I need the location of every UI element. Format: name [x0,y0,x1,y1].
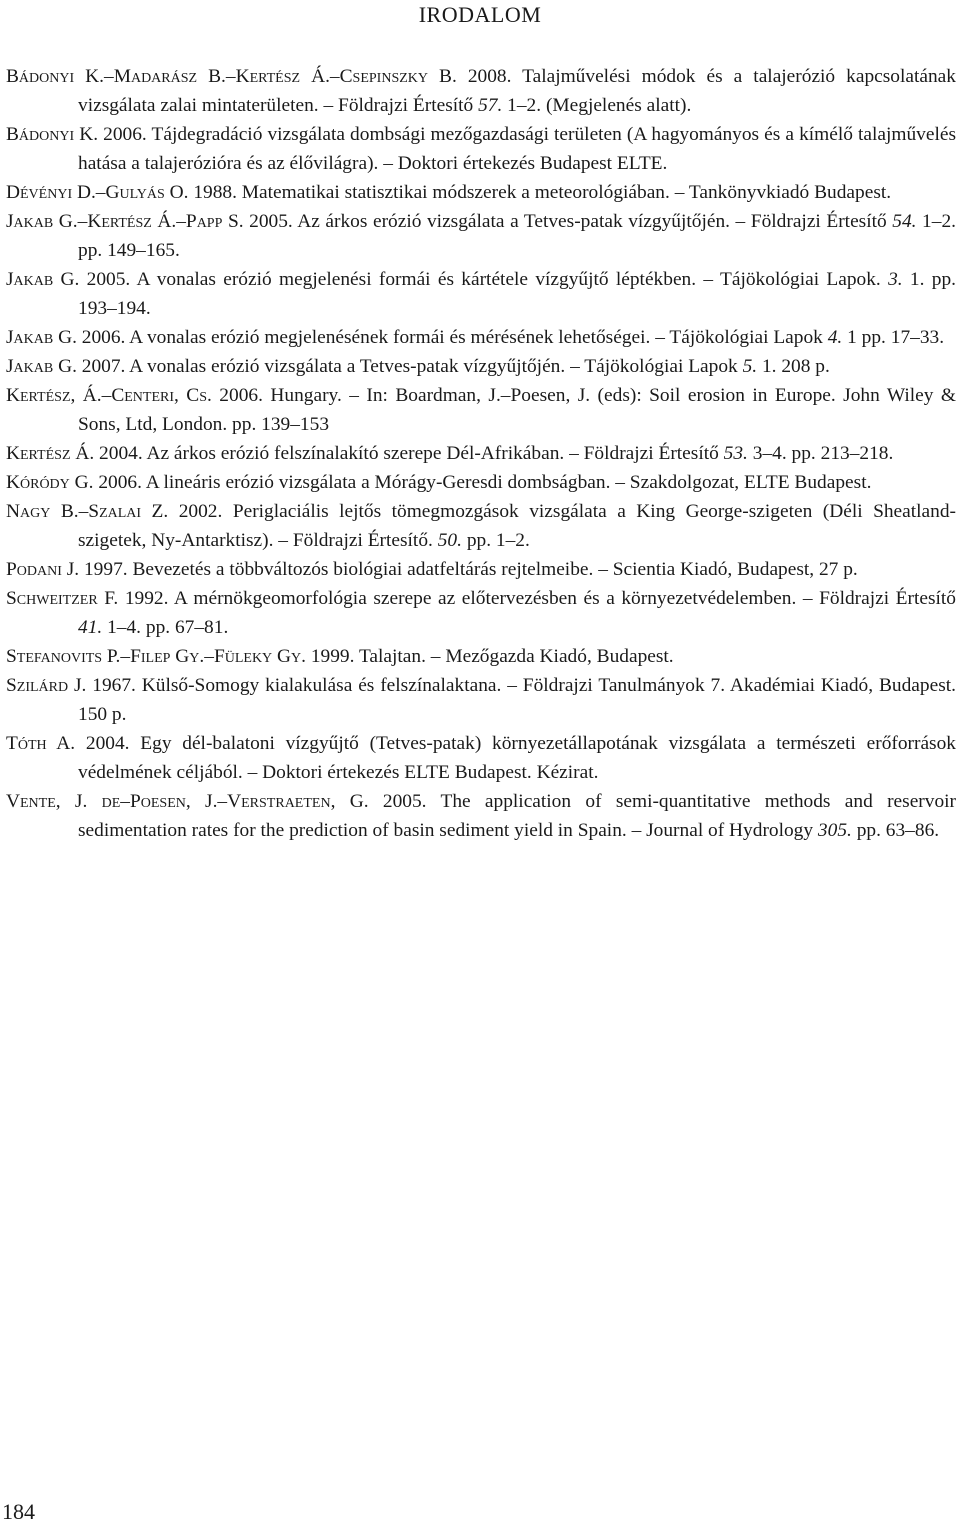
reference-tail: 1–4. pp. 67–81. [102,617,229,638]
reference-text: 2005. A vonalas erózió megjelenési formái és kártétele vízgyűjtő léptékben. – Tájökológiai Lapok. [79,269,889,290]
reference-volume: 3. [888,269,903,290]
reference-entry [6,468,956,497]
reference-text: 2005. Az árkos erózió vizsgálata a Tetves-patak vízgyűjtőjén. – Földrajzi Értesítő [243,211,893,232]
reference-authors: Szilárd J. [6,675,87,696]
reference-entry [6,497,956,555]
reference-text: 2007. A vonalas erózió vizsgálata a Tetves-patak vízgyűjtőjén. – Tájökológiai Lapok [76,356,743,377]
reference-tail: 1. 208 p. [757,356,830,377]
reference-authors: Kertész Á. [6,443,95,464]
reference-tail: 1 pp. 17–33. [842,327,945,348]
reference-entry [6,178,956,207]
reference-entry [6,120,956,178]
reference-tail: pp. 1–2. [461,530,530,551]
reference-entry [6,439,956,468]
reference-text: 1988. Matematikai statisztikai módszerek a meteorológiában. – Tankönyvkiadó Budapest. [188,182,892,203]
reference-text: 2002. Periglaciális lejtős tömegmozgások vizsgálata a King George-szigeten (Déli Sheatland-szigetek, Ny-Antarktisz). – Földrajzi Értesítő. [78,501,956,551]
page-number: 184 [2,1499,35,1524]
reference-tail: 1–2. pp. 149–165. [78,211,956,261]
reference-authors: Bádonyi K. [6,124,99,145]
reference-authors: Podani J. [6,559,80,580]
reference-tail: 3–4. pp. 213–218. [747,443,894,464]
reference-volume: 4. [827,327,843,348]
reference-authors: Jakab G. [6,269,80,290]
reference-authors: Jakab G. [6,356,77,377]
reference-authors: Kertész, Á.–Centeri, Cs. [6,385,212,406]
reference-volume: 41. [78,617,103,638]
reference-entry [6,787,956,845]
reference-entry [6,62,956,120]
reference-text: 2006. Hungary. – In: Boardman, J.–Poesen, J. (eds): Soil erosion in Europe. John Wiley & Sons, Ltd, London. pp. 139–153 [78,385,956,435]
reference-text: 2006. A vonalas erózió megjelenésének formái és mérésének lehetőségei. – Tájökológiai Lapok [76,327,828,348]
reference-entry [6,642,956,671]
reference-authors: Jakab G. [6,327,77,348]
reference-volume: 57. [478,95,503,116]
reference-text: 2008. Talajművelési módok és a talajerózió kapcsolatának vizsgálata zalai mintaterületen. – Földrajzi Értesítő [78,66,956,116]
reference-list [6,62,956,845]
reference-authors: Nagy B.–Szalai Z. [6,501,169,522]
reference-text: 1999. Talajtan. – Mezőgazda Kiadó, Budapest. [305,646,674,667]
reference-authors: Jakab G.–Kertész Á.–Papp S. [6,211,244,232]
reference-tail: 1–2. (Megjelenés alatt). [502,95,692,116]
reference-authors: Kóródy G. [6,472,94,493]
reference-text: 2006. Tájdegradáció vizsgálata dombsági mezőgazdasági területen (A hagyományos és a kímélő talajművelés hatása a talajerózióra és az élővilágra). – Doktori értekezés Budapest ELTE. [78,124,956,174]
reference-entry [6,555,956,584]
reference-entry [6,352,956,381]
reference-tail: pp. 63–86. [851,820,940,841]
reference-volume: 305. [817,820,852,841]
reference-authors: Bádonyi K.–Madarász B.–Kertész Á.–Csepinszky B. [6,66,457,87]
reference-text: 2004. Egy dél-balatoni vízgyűjtő (Tetves-patak) környezetállapotának vizsgálata a természeti erőforrások védelmének céljából. – Doktori értekezés ELTE Budapest. Kézirat. [75,733,956,783]
reference-authors: Vente, J. de–Poesen, J.–Verstraeten, G. [6,791,369,812]
reference-entry [6,671,956,729]
reference-entry [6,584,956,642]
reference-text: 1997. Bevezetés a többváltozós biológiai adatfeltárás rejtelmeibe. – Scientia Kiadó, Budapest, 27 p. [79,559,858,580]
reference-entry [6,265,956,323]
reference-volume: 53. [723,443,748,464]
reference-authors: Schweitzer F. [6,588,119,609]
reference-volume: 5. [742,356,758,377]
reference-entry [6,381,956,439]
reference-entry [6,729,956,787]
reference-entry [6,207,956,265]
reference-text: 2006. A lineáris erózió vizsgálata a Mórágy-Geresdi dombságban. – Szakdolgozat, ELTE Budapest. [93,472,872,493]
reference-entry [6,323,956,352]
reference-volume: 54. [892,211,917,232]
reference-text: 1992. A mérnökgeomorfológia szerepe az előtervezésben és a környezetvédelemben. – Földrajzi Értesítő [118,588,956,609]
reference-text: 2004. Az árkos erózió felszínalakító szerepe Dél-Afrikában. – Földrajzi Értesítő [94,443,724,464]
reference-tail: 1. pp. 193–194. [78,269,956,319]
reference-authors: Stefanovits P.–Filep Gy.–Füleky Gy. [6,646,306,667]
reference-authors: Tóth A. [6,733,76,754]
reference-authors: Dévényi D.–Gulyás O. [6,182,189,203]
reference-volume: 50. [437,530,462,551]
reference-text: 2005. The application of semi-quantitative methods and reservoir sedimentation rates for the prediction of basin sediment yield in Spain. – Journal of Hydrology [78,791,956,841]
page-title: IRODALOM [418,2,542,27]
reference-text: 1967. Külső-Somogy kialakulása és felszínalaktana. – Földrajzi Tanulmányok 7. Akadémiai Kiadó, Budapest. 150 p. [78,675,956,725]
